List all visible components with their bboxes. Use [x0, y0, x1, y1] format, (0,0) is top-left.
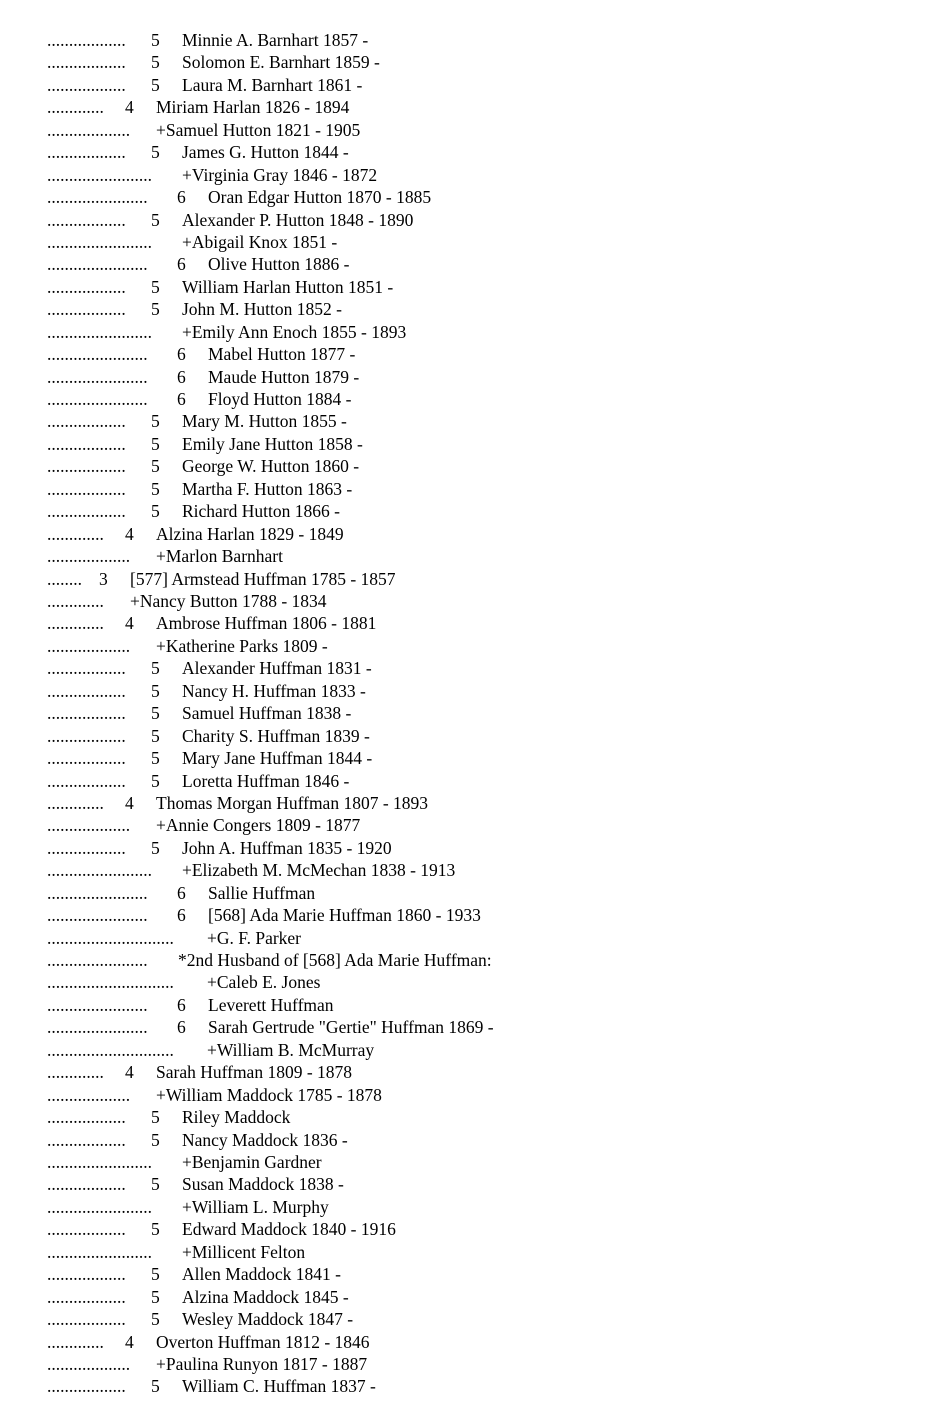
dot-leader: .............: [47, 523, 104, 544]
spouse-name: +Paulina Runyon 1817 - 1887: [156, 1353, 368, 1374]
generation-number: 5: [151, 52, 160, 73]
generation-number: 5: [151, 1107, 160, 1128]
dot-leader: ........................: [47, 231, 152, 252]
dot-leader: ..................: [47, 725, 126, 746]
generation-number: 6: [177, 344, 186, 365]
dot-leader: ...................: [47, 815, 131, 836]
generation-number: 5: [151, 1264, 160, 1285]
spouse-name: +Benjamin Gardner: [182, 1152, 322, 1172]
dot-leader: ..................: [47, 680, 126, 701]
dot-leader: ........................: [47, 1152, 152, 1172]
generation-number: 5: [151, 478, 160, 499]
generation-number: 5: [151, 725, 160, 746]
generation-number: 5: [151, 299, 160, 320]
person-name: George W. Hutton 1860 -: [182, 456, 360, 477]
generation-number: 5: [151, 142, 160, 163]
dot-leader: ..................: [47, 1309, 126, 1330]
dot-leader: ..................: [47, 433, 126, 454]
dot-leader: ...................: [47, 1353, 131, 1374]
spouse-name: +Elizabeth M. McMechan 1838 - 1913: [182, 860, 456, 881]
generation-number: 5: [151, 1129, 160, 1150]
person-name: Alexander Huffman 1831 -: [182, 658, 372, 679]
spouse-name: +William Maddock 1785 - 1878: [156, 1084, 382, 1105]
person-name: Charity S. Huffman 1839 -: [182, 725, 370, 746]
dot-leader: .......................: [47, 950, 148, 971]
dot-leader: ...................: [47, 546, 131, 567]
generation-number: 5: [151, 30, 160, 50]
generation-number: 4: [125, 1062, 134, 1083]
generation-number: 5: [151, 1286, 160, 1307]
dot-leader: ..................: [47, 1264, 126, 1285]
dot-leader: .......................: [47, 905, 148, 926]
person-name: Alexander P. Hutton 1848 - 1890: [182, 209, 414, 230]
spouse-name: +Millicent Felton: [182, 1241, 306, 1262]
person-name: Floyd Hutton 1884 -: [208, 389, 352, 410]
person-name: Leverett Huffman: [208, 994, 334, 1015]
generation-number: 4: [125, 523, 134, 544]
dot-leader: ..................: [47, 299, 126, 320]
dot-leader: ..................: [47, 276, 126, 297]
generation-number: 6: [177, 389, 186, 410]
dot-leader: ..................: [47, 1219, 126, 1240]
dot-leader: .............: [47, 591, 104, 611]
person-name: Maude Hutton 1879 -: [208, 366, 360, 387]
generation-number: 5: [151, 74, 160, 95]
dot-leader: ..................: [47, 837, 126, 858]
dot-leader: ........: [47, 568, 82, 589]
dot-leader: ..................: [47, 411, 126, 432]
dot-leader: ..................: [47, 658, 126, 679]
person-name: Susan Maddock 1838 -: [182, 1174, 344, 1195]
person-name: Oran Edgar Hutton 1870 - 1885: [208, 187, 432, 208]
generation-number: 3: [99, 568, 108, 589]
generation-number: 5: [151, 433, 160, 454]
generation-number: 5: [151, 209, 160, 230]
dot-leader: .............: [47, 1331, 104, 1352]
spouse-name: +Nancy Button 1788 - 1834: [130, 591, 327, 611]
dot-leader: ..................: [47, 770, 126, 791]
person-name: Wesley Maddock 1847 -: [182, 1309, 354, 1330]
spouse-name: +Marlon Barnhart: [156, 546, 283, 567]
generation-number: 5: [151, 1309, 160, 1330]
person-name: William Harlan Hutton 1851 -: [182, 276, 394, 297]
spouse-name: +G. F. Parker: [207, 927, 302, 948]
dot-leader: ..................: [47, 142, 126, 163]
spouse-name: +Caleb E. Jones: [207, 972, 321, 993]
dot-leader: .......................: [47, 344, 148, 365]
person-name: Ambrose Huffman 1806 - 1881: [156, 613, 377, 634]
person-name: Riley Maddock: [182, 1107, 291, 1128]
person-name: Sarah Huffman 1809 - 1878: [156, 1062, 353, 1083]
spouse-name: +Annie Congers 1809 - 1877: [156, 815, 361, 836]
dot-leader: .......................: [47, 254, 148, 275]
generation-number: 6: [177, 994, 186, 1015]
person-name: Solomon E. Barnhart 1859 -: [182, 52, 380, 73]
generation-number: 4: [125, 613, 134, 634]
generation-number: 6: [177, 882, 186, 903]
generation-number: 6: [177, 905, 186, 926]
dot-leader: .......................: [47, 882, 148, 903]
person-name: John M. Hutton 1852 -: [182, 299, 342, 320]
dot-leader: .............: [47, 613, 104, 634]
person-name: James G. Hutton 1844 -: [182, 142, 349, 163]
spouse-name: +William B. McMurray: [207, 1039, 375, 1060]
dot-leader: ........................: [47, 321, 152, 342]
dot-leader: ........................: [47, 860, 152, 881]
dot-leader: ........................: [47, 164, 152, 185]
dot-leader: .......................: [47, 187, 148, 208]
person-name: Olive Hutton 1886 -: [208, 254, 350, 275]
spouse-name: +Katherine Parks 1809 -: [156, 635, 328, 656]
dot-leader: ..................: [47, 30, 126, 50]
dot-leader: ...................: [47, 635, 131, 656]
generation-number: 6: [177, 366, 186, 387]
person-name: Nancy Maddock 1836 -: [182, 1129, 348, 1150]
dot-leader: ..................: [47, 1107, 126, 1128]
person-name: William C. Huffman 1837 -: [182, 1376, 376, 1397]
dot-leader: ..................: [47, 1129, 126, 1150]
generation-number: 5: [151, 748, 160, 769]
person-name: Samuel Huffman 1838 -: [182, 703, 352, 724]
spouse-name: +William L. Murphy: [182, 1196, 329, 1217]
generation-number: 5: [151, 1174, 160, 1195]
generation-number: 5: [151, 456, 160, 477]
dot-leader: ..................: [47, 74, 126, 95]
person-name: Mabel Hutton 1877 -: [208, 344, 356, 365]
person-name: Loretta Huffman 1846 -: [182, 770, 350, 791]
person-name: [568] Ada Marie Huffman 1860 - 1933: [208, 905, 481, 926]
dot-leader: .............: [47, 1062, 104, 1083]
dot-leader: ........................: [47, 1196, 152, 1217]
dot-leader: .......................: [47, 366, 148, 387]
person-name: Alzina Harlan 1829 - 1849: [156, 523, 344, 544]
generation-number: 6: [177, 187, 186, 208]
generation-number: 5: [151, 703, 160, 724]
dot-leader: ..................: [47, 501, 126, 522]
generation-number: 5: [151, 680, 160, 701]
generation-number: 5: [151, 837, 160, 858]
dot-leader: ..................: [47, 456, 126, 477]
person-name: [577] Armstead Huffman 1785 - 1857: [130, 568, 396, 589]
person-name: Miriam Harlan 1826 - 1894: [156, 97, 350, 118]
dot-leader: ...................: [47, 1084, 131, 1105]
dot-leader: .......................: [47, 1017, 148, 1038]
dot-leader: ..................: [47, 478, 126, 499]
dot-leader: ...................: [47, 119, 131, 140]
generation-number: 6: [177, 254, 186, 275]
generation-number: 5: [151, 411, 160, 432]
person-name: Edward Maddock 1840 - 1916: [182, 1219, 396, 1240]
dot-leader: .............................: [47, 1039, 174, 1060]
person-name: Laura M. Barnhart 1861 -: [182, 74, 363, 95]
dot-leader: .............................: [47, 972, 174, 993]
dot-leader: ..................: [47, 703, 126, 724]
generation-number: 5: [151, 770, 160, 791]
spouse-name: *2nd Husband of [568] Ada Marie Huffman:: [178, 950, 492, 971]
generation-number: 5: [151, 501, 160, 522]
spouse-name: +Virginia Gray 1846 - 1872: [182, 164, 378, 185]
person-name: Mary M. Hutton 1855 -: [182, 411, 347, 432]
dot-leader: .............: [47, 792, 104, 813]
generation-number: 5: [151, 276, 160, 297]
person-name: Sarah Gertrude "Gertie" Huffman 1869 -: [208, 1017, 494, 1038]
person-name: Alzina Maddock 1845 -: [182, 1286, 349, 1307]
generation-number: 5: [151, 1219, 160, 1240]
person-name: Overton Huffman 1812 - 1846: [156, 1331, 370, 1352]
dot-leader: ..................: [47, 1286, 126, 1307]
dot-leader: ..................: [47, 209, 126, 230]
dot-leader: .............: [47, 97, 104, 118]
generation-number: 5: [151, 658, 160, 679]
person-name: Martha F. Hutton 1863 -: [182, 478, 353, 499]
dot-leader: ..................: [47, 748, 126, 769]
generation-number: 5: [151, 1376, 160, 1397]
dot-leader: .......................: [47, 389, 148, 410]
generation-number: 4: [125, 1331, 134, 1352]
dot-leader: ........................: [47, 1241, 152, 1262]
dot-leader: .......................: [47, 994, 148, 1015]
dot-leader: .............................: [47, 927, 174, 948]
person-name: Allen Maddock 1841 -: [182, 1264, 341, 1285]
dot-leader: ..................: [47, 1376, 126, 1397]
person-name: John A. Huffman 1835 - 1920: [182, 837, 392, 858]
person-name: Mary Jane Huffman 1844 -: [182, 748, 373, 769]
spouse-name: +Samuel Hutton 1821 - 1905: [156, 119, 361, 140]
person-name: Sallie Huffman: [208, 882, 316, 903]
generation-number: 4: [125, 97, 134, 118]
person-name: Richard Hutton 1866 -: [182, 501, 340, 522]
spouse-name: +Abigail Knox 1851 -: [182, 231, 338, 252]
generation-number: 6: [177, 1017, 186, 1038]
dot-leader: ..................: [47, 52, 126, 73]
dot-leader: ..................: [47, 1174, 126, 1195]
person-name: Thomas Morgan Huffman 1807 - 1893: [156, 792, 429, 813]
person-name: Emily Jane Hutton 1858 -: [182, 433, 363, 454]
person-name: Minnie A. Barnhart 1857 -: [182, 30, 369, 50]
person-name: Nancy H. Huffman 1833 -: [182, 680, 366, 701]
generation-number: 4: [125, 792, 134, 813]
spouse-name: +Emily Ann Enoch 1855 - 1893: [182, 321, 407, 342]
